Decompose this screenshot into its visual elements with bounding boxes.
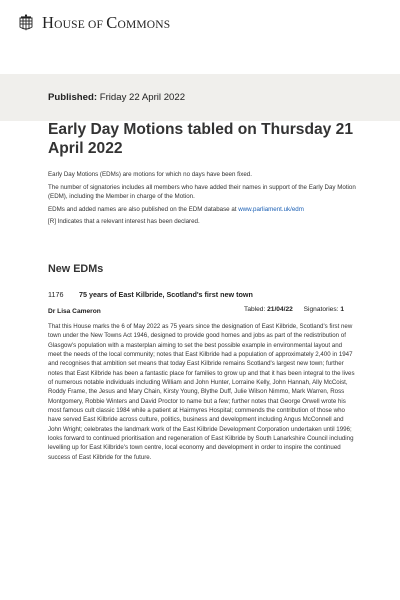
tabled-date: 21/04/22 <box>267 306 293 313</box>
signatories-count: 1 <box>340 306 344 313</box>
published-date: Friday 22 April 2022 <box>99 92 186 103</box>
section-heading-new-edms: New EDMs <box>48 263 104 275</box>
intro-database-text: EDMs and added names are also published on the EDM database at <box>48 205 239 213</box>
edm-title: 75 years of East Kilbride, Scotland's first new town <box>79 290 253 299</box>
house-of-commons-header <box>18 13 170 33</box>
edm-number: 1176 <box>48 290 64 299</box>
page-title: Early Day Motions tabled on Thursday 21 April 2022 <box>48 121 354 157</box>
brand-letter-h: H <box>42 13 55 32</box>
brand-name <box>42 13 170 33</box>
brand-text-ouse-of: OUSE OF <box>54 19 107 31</box>
brand-letter-c: C <box>106 13 118 32</box>
tabled-label: Tabled: <box>244 306 266 313</box>
edm-tabled-info <box>244 306 344 313</box>
published-line <box>48 92 185 103</box>
edm-motion-text: That this House marks the 6 of May 2022 as 75 years since the designation of East Kilbride, Scotland's first new town under the New Towns Act 1946, designed to provide good homes and jobs as part of the redistribution of Glasgow's population with a masterplan aiming to set the best possible example in environmental layout and meet the needs of the local community; notes that East Kilbride had a population of approximately 2,400 in 1947 and recognises that ambition set means that today East Kilbride remains Scotland's largest new town; further notes that East Kilbride has been a fantastic place for families to grow up and that it has been integral to the lives of numerous notable individuals including William and John Hunter, Lorraine Kelly, John Hannah, Ally McCoist, Roddy Frame, the Jesus and Mary Chain, Kirsty Young, Blythe Duff, Julie Wilson Nimmo, Mark Warren, Ross Montgomery, Robbie Winters and David Proctor to name but a few; further notes that George Orwell wrote his most famous cult classic 1984 while a patient at Hairmyres Hospital; commends the contribution of those who have served East Kilbride across culture, politics, business and development including Angus McConnell and John Wright; celebrates the landmark work of the East Kilbride Development Corporation undertaken until 1996; looks forward to continued prioritisation and regeneration of East Kilbride by South Lanarkshire Council including levelling up for East Kilbride's town centre, local economy and development in order to inspire the continued success of East Kilbride for the future. <box>48 323 355 461</box>
intro-signatories-note: The number of signatories includes all members who have added their names in support of the Early Day Motion (EDM), including the Member in charge of the Motion. <box>48 183 356 201</box>
intro-section <box>48 170 368 230</box>
portcullis-logo-icon <box>18 14 34 32</box>
edm-database-link[interactable]: www.parliament.uk/edm <box>238 205 304 213</box>
published-label: Published: <box>48 92 98 103</box>
intro-database-note <box>48 205 368 215</box>
signatories-label: Signatories: <box>303 306 339 313</box>
brand-text-ommons: OMMONS <box>117 19 171 31</box>
intro-interest-note: [R] Indicates that a relevant interest has been declared. <box>48 218 200 226</box>
edm-sponsor: Dr Lisa Cameron <box>48 308 101 315</box>
intro-definition: Early Day Motions (EDMs) are motions for which no days have been fixed. <box>48 171 252 178</box>
